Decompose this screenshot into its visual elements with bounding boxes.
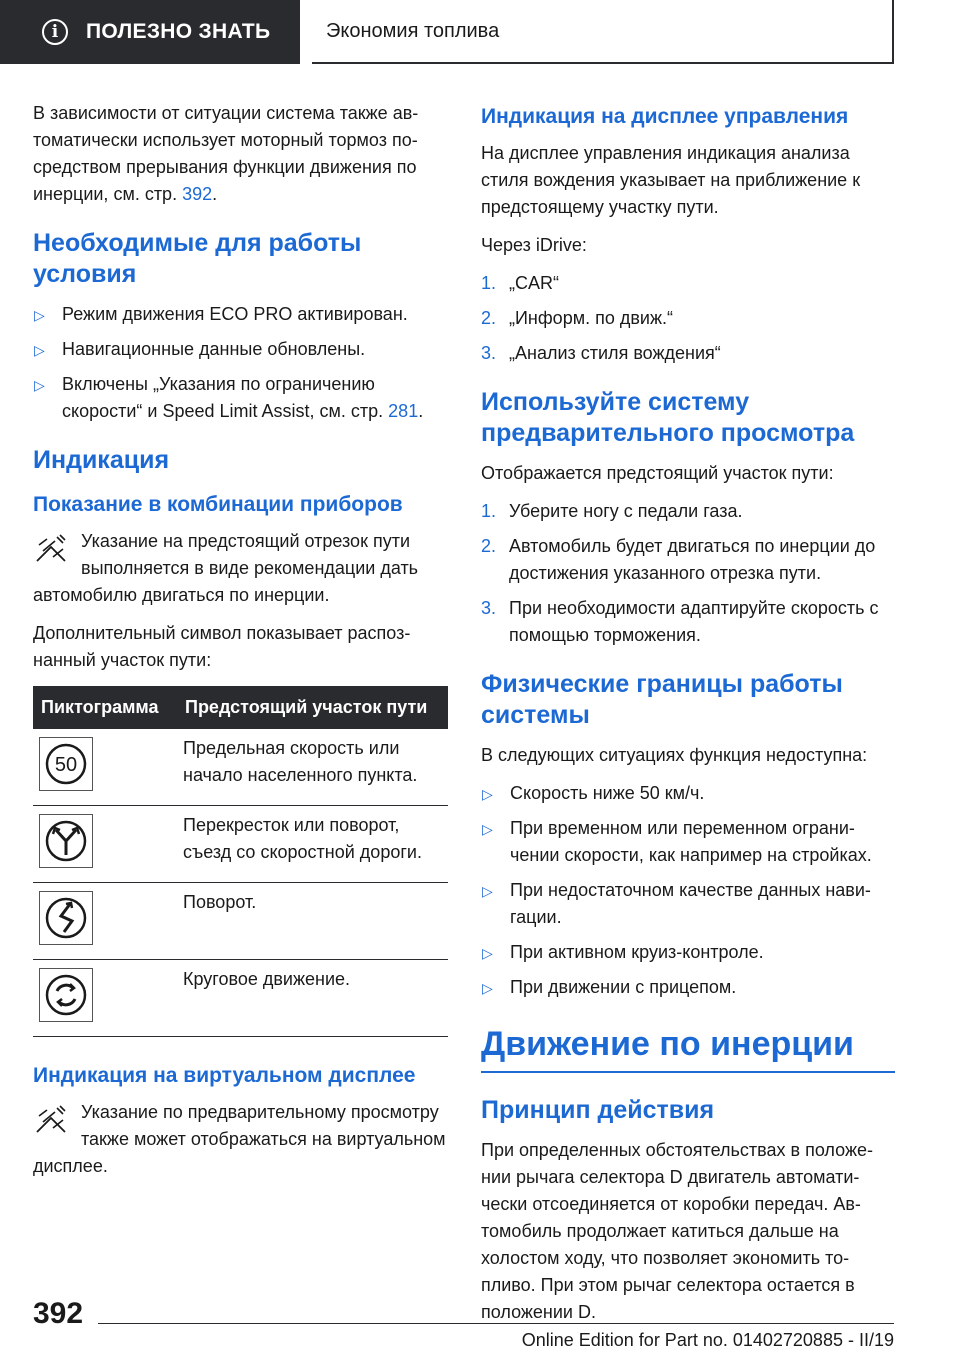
heading-use-system: Используйте систему предварительного просмотра: [481, 388, 855, 447]
right-column: [481, 100, 895, 1337]
page-link-281[interactable]: 281: [388, 401, 419, 421]
section-label: ПОЛЕЗНО ЗНАТЬ: [86, 20, 271, 43]
step-text: Автомобиль будет двигаться по инерции до достижения указанного отрезка пути.: [509, 536, 876, 583]
list-item-text: Включены „Указания по ограничению скорости“ и Speed Limit Assist, см. стр.: [62, 374, 389, 421]
list-item-text: Навигационные данные обновлены.: [62, 339, 366, 359]
principle-text: При определенных обстоятельствах в положении рычага селектора D двигатель автоматически отсоединяется от коробки передач. Автомобиль продолжает катиться дальше на холостом ходу, что позволяет экономить топливо. При этом рычаг селектора остается в положении D.: [481, 1140, 873, 1322]
page-link-392[interactable]: 392: [182, 184, 213, 204]
junction-icon: [39, 814, 93, 868]
triangle-bullet-icon: ▷: [34, 377, 45, 393]
list-item: [481, 939, 895, 966]
curve-icon: [39, 891, 93, 945]
heading-control-display: Индикация на дисплее управления: [481, 105, 849, 128]
list-item: [481, 595, 895, 649]
triangle-bullet-icon: ▷: [482, 821, 493, 837]
list-item: [481, 780, 895, 807]
table-cell-text: Перекресток или поворот, съезд со скоростной дороги.: [177, 806, 448, 883]
heading-cluster: Показание в комбинации приборов: [33, 493, 403, 516]
section-tab: [0, 0, 300, 64]
pictogram-table: [33, 686, 448, 1037]
triangle-bullet-icon: ▷: [482, 945, 493, 961]
topic-title: [312, 0, 894, 64]
table-header-section: Предстоящий участок пути: [177, 686, 448, 729]
list-item-text: При временном или переменном ограничении скорости, как например на стройках.: [510, 818, 872, 865]
step-text: При необходимости адаптируйте скорость с помощью торможения.: [509, 598, 879, 645]
step-number: 2.: [481, 308, 497, 328]
table-cell-icon: [33, 806, 177, 883]
coasting-hint-icon: [33, 1102, 69, 1138]
edition-text: Online Edition for Part no. 01402720885 - II/19: [521, 1330, 894, 1350]
table-header-pictogram: Пиктограмма: [33, 686, 177, 729]
step-text: Уберите ногу с педали газа.: [509, 501, 743, 521]
cluster-hint-text: Указание на предстоящий отрезок пути выполняется в виде рекомендации дать автомобилю двигаться по инерции.: [33, 531, 419, 605]
list-item: [481, 305, 895, 332]
table-cell-text: Круговое движение.: [177, 960, 448, 1037]
step-number: 1.: [481, 273, 497, 293]
list-item: [481, 533, 895, 587]
step-number: 3.: [481, 343, 497, 363]
heading-principle: Принцип действия: [481, 1096, 715, 1124]
roundabout-icon: [39, 968, 93, 1022]
step-number: 3.: [481, 598, 497, 618]
step-number: 1.: [481, 501, 497, 521]
list-item-text: При активном круиз-контроле.: [510, 942, 764, 962]
list-item-text: Скорость ниже 50 км/ч.: [510, 783, 705, 803]
step-text: „Анализ стиля вождения“: [509, 343, 721, 363]
list-item-end: .: [418, 401, 424, 421]
heading-coasting: Движение по инерции: [481, 1023, 895, 1073]
topic-label: Экономия топлива: [326, 19, 500, 42]
step-text: „Информ. по движ.“: [509, 308, 673, 328]
extra-symbol-text: Дополнительный символ показывает распознанный участок пути:: [33, 623, 411, 670]
list-item: [33, 301, 448, 328]
triangle-bullet-icon: ▷: [34, 342, 45, 358]
left-column: [33, 100, 448, 1191]
list-item: [33, 336, 448, 363]
list-item: [481, 498, 895, 525]
virtual-hint-text: Указание по предварительному просмотру также может отображаться на виртуальном дисплее.: [33, 1102, 446, 1176]
table-row: [33, 806, 448, 883]
heading-display: Индикация: [33, 446, 170, 474]
speed-value: 50: [54, 754, 78, 776]
step-text: „CAR“: [509, 273, 559, 293]
page-number: 392: [33, 1297, 84, 1330]
intro-text: В зависимости от ситуации система также автоматически использует моторный тормоз посредством прерывания функции движения по инерции, см. стр.: [33, 103, 419, 204]
table-cell-text: Предельная скорость или начало населенного пункта.: [177, 729, 448, 806]
cluster-hint: [33, 528, 448, 609]
virtual-hint: [33, 1099, 448, 1180]
limits-text: В следующих ситуациях функция недоступна:: [481, 745, 868, 765]
footer-divider: [98, 1323, 894, 1324]
list-item-text: При недостаточном качестве данных навигации.: [510, 880, 871, 927]
heading-requirements: Необходимые для работы условия: [33, 229, 362, 288]
table-row: [33, 883, 448, 960]
info-icon: i: [42, 19, 68, 45]
triangle-bullet-icon: ▷: [34, 307, 45, 323]
table-cell-icon: [33, 883, 177, 960]
triangle-bullet-icon: ▷: [482, 883, 493, 899]
speed-limit-50-icon: [39, 737, 93, 791]
list-item: [481, 877, 895, 931]
triangle-bullet-icon: ▷: [482, 786, 493, 802]
table-row: [33, 729, 448, 806]
limits-list: [481, 780, 895, 1001]
use-text: Отображается предстоящий участок пути:: [481, 463, 834, 483]
intro-end: .: [212, 184, 218, 204]
list-item: [481, 340, 895, 367]
list-item: [481, 815, 895, 869]
via-idrive: Через iDrive:: [481, 235, 587, 255]
control-text: На дисплее управления индикация анализа стиля вождения указывает на приближение к предстоящему участку пути.: [481, 143, 861, 217]
intro-paragraph: [33, 100, 448, 208]
triangle-bullet-icon: ▷: [482, 980, 493, 996]
use-steps: [481, 498, 895, 649]
table-cell-icon: [33, 960, 177, 1037]
list-item-text: При движении с прицепом.: [510, 977, 737, 997]
table-cell-icon: [33, 729, 177, 806]
list-item: [481, 270, 895, 297]
coasting-hint-icon: [33, 531, 69, 567]
list-item-text: Режим движения ECO PRO активирован.: [62, 304, 408, 324]
table-row: [33, 960, 448, 1037]
heading-limits: Физические границы работы системы: [481, 670, 843, 729]
step-number: 2.: [481, 536, 497, 556]
table-cell-text: Поворот.: [177, 883, 448, 960]
list-item: [481, 974, 895, 1001]
heading-virtual-display: Индикация на виртуальном дисплее: [33, 1064, 416, 1087]
requirements-list: [33, 301, 448, 425]
idrive-steps: [481, 270, 895, 367]
list-item: [33, 371, 448, 425]
